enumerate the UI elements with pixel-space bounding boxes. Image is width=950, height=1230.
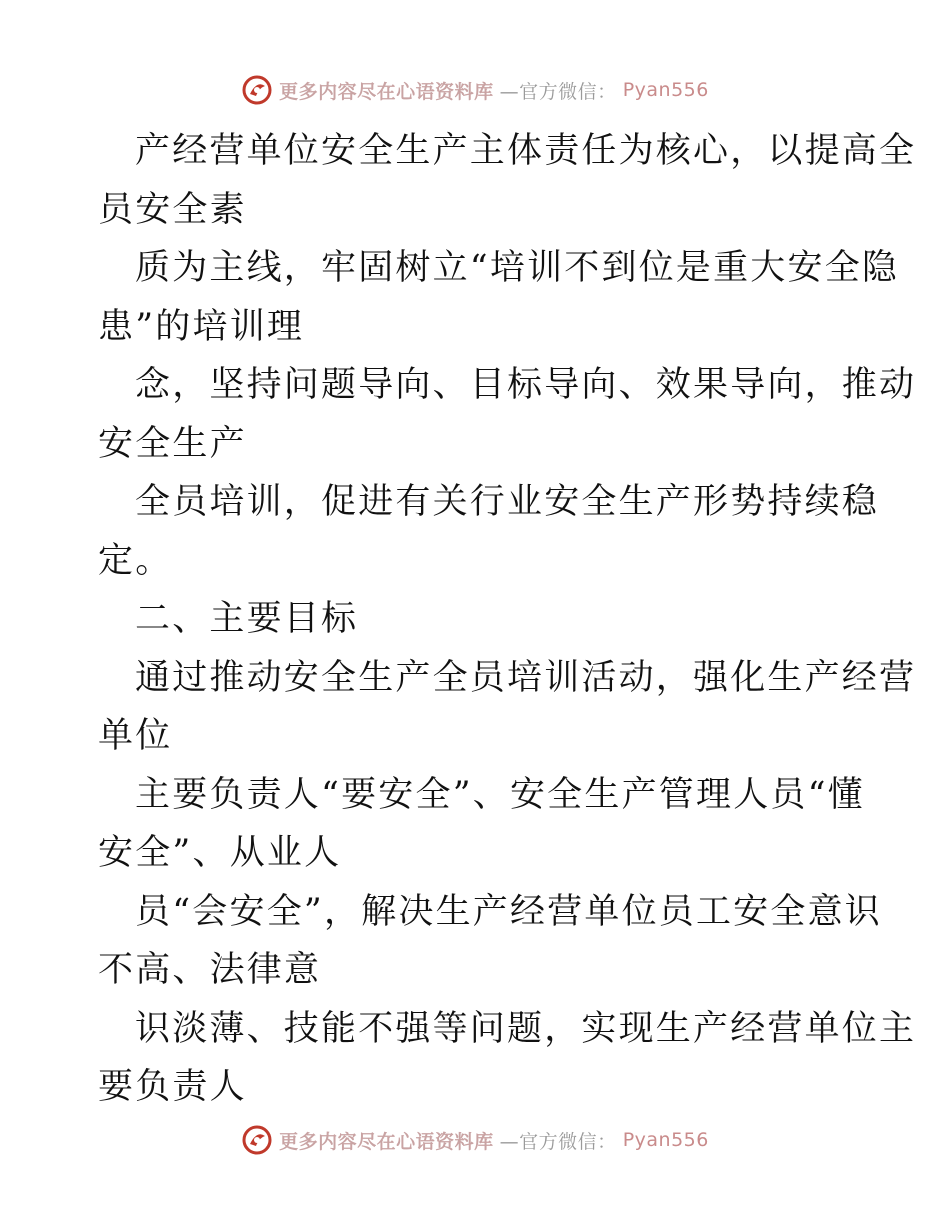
text-line: 质为主线，牢固树立“培训不到位是重大安全隐 bbox=[135, 248, 900, 288]
text-line: 识淡薄、技能不强等问题，实现生产经营单位主 bbox=[135, 1008, 917, 1049]
section-heading: 二、主要目标 bbox=[135, 599, 359, 639]
text-line: 产经营单位安全生产主体责任为核心，以提高全 bbox=[135, 131, 917, 171]
text-line: 不高、法律意 bbox=[98, 950, 322, 990]
text-line: 全员培训，促进有关行业安全生产形势持续稳 bbox=[135, 482, 880, 522]
banner-text-main: 更多内容尽在心语资料库 bbox=[279, 1130, 494, 1153]
banner-text-dash: —官方微信： bbox=[499, 1130, 617, 1153]
footer-banner bbox=[0, 1120, 950, 1160]
banner-text-wechat-id: Pyan556 bbox=[622, 79, 709, 101]
text-line: 患”的培训理 bbox=[98, 306, 305, 347]
header-banner bbox=[0, 70, 950, 110]
document-body bbox=[98, 122, 917, 1117]
text-line: 安全生产 bbox=[98, 423, 247, 464]
text-line: 员安全素 bbox=[98, 189, 247, 230]
text-line: 单位 bbox=[98, 716, 173, 756]
banner-text-main: 更多内容尽在心语资料库 bbox=[279, 80, 494, 103]
text-line: 员“会安全”，解决生产经营单位员工安全意识 bbox=[135, 891, 882, 932]
text-line: 要负责人 bbox=[98, 1067, 247, 1107]
text-line: 主要负责人“要安全”、安全生产管理人员“懂 bbox=[135, 774, 865, 815]
banner-text-dash: —官方微信： bbox=[499, 80, 617, 103]
brand-logo-icon bbox=[241, 74, 273, 106]
text-line: 念，坚持问题导向、目标导向、效果导向，推动 bbox=[135, 365, 917, 405]
banner-text-wechat-id: Pyan556 bbox=[622, 1129, 709, 1151]
text-line: 定。 bbox=[98, 540, 173, 581]
text-line: 安全”、从业人 bbox=[98, 833, 342, 873]
brand-logo-icon bbox=[241, 1124, 273, 1156]
text-line: 通过推动安全生产全员培训活动，强化生产经营 bbox=[135, 657, 917, 698]
